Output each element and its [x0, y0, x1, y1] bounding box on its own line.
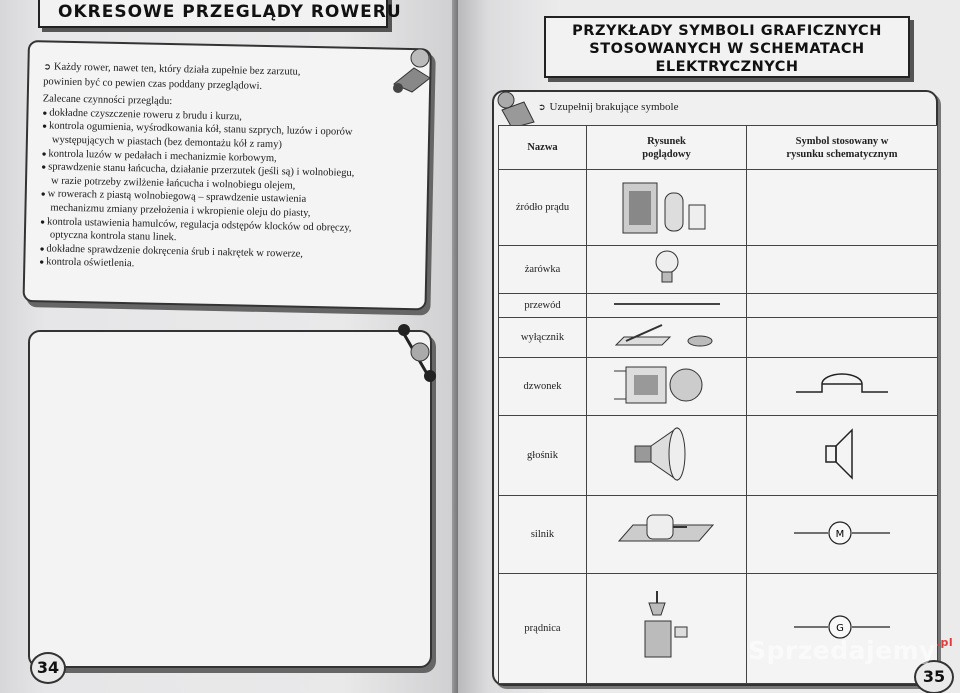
switch-icon: [612, 321, 722, 351]
list-item: ● kontrola oświetlenia.: [39, 256, 415, 277]
table-row: [499, 170, 938, 246]
list-item: ● kontrola ogumienia, wyśrodkowania kół, stanu szprych, luzów i oporów: [42, 120, 418, 141]
generator-symbol-label: G: [836, 623, 844, 634]
light-bulb-icon: [652, 248, 682, 288]
wire-icon: [612, 299, 722, 309]
arrow-bullet-icon: ➲: [43, 62, 52, 73]
table-row: [499, 358, 938, 416]
list-item: optyczna kontrola stanu linek.: [49, 229, 177, 244]
page-number-left: 34: [30, 652, 66, 684]
table-row: [499, 574, 938, 684]
list-item: ● w rowerach z piastą wolnobiegową – sprawdzenie ustawienia: [41, 188, 417, 209]
row-name: przewód: [499, 294, 587, 318]
drawing-cell: [587, 170, 747, 246]
generator-icon: [627, 587, 707, 667]
instruction-text: ➲ Uzupełnij brakujące symbole: [538, 101, 679, 113]
symbol-cell: [747, 574, 938, 684]
drawing-cell: [587, 318, 747, 358]
drawing-cell: [587, 294, 747, 318]
watermark: Sprzedajemy$^{.pl}$: [748, 636, 954, 665]
right-page-title: PRZYKŁADY SYMBOLI GRAFICZNYCH STOSOWANYCH W SCHEMATACH ELEKTRYCZNYCH: [544, 16, 910, 78]
doorbell-icon: [612, 361, 722, 409]
drawing-cell: [587, 246, 747, 294]
column-header-symbol: Symbol stosowany w rysunku schematycznym: [747, 126, 938, 170]
column-header-name: Nazwa: [499, 126, 587, 170]
table-row: [499, 246, 938, 294]
table-header-row: [499, 126, 938, 170]
column-header-drawing: Rysunek poglądowy: [587, 126, 747, 170]
loudspeaker-icon: [627, 422, 707, 486]
table-row: [499, 496, 938, 574]
cyclist-mascot-icon: [384, 44, 440, 100]
motor-symbol-label: M: [835, 529, 845, 540]
symbols-table: [498, 125, 938, 684]
list-item: w razie potrzeby zwilżenie łańcucha i wolnobiegu olejem,: [50, 175, 296, 192]
row-name: dzwonek: [499, 358, 587, 416]
page-number-right: 35: [914, 660, 954, 693]
cyclist-mascot-icon: [390, 322, 442, 382]
right-page: [458, 0, 960, 693]
intro-text-2: powinien być co pewien czas poddany przeglądowi.: [43, 75, 263, 92]
symbol-cell: [747, 496, 938, 574]
row-name: silnik: [499, 496, 587, 574]
symbol-cell: [747, 358, 938, 416]
row-name: prądnica: [499, 574, 587, 684]
table-row: [499, 318, 938, 358]
inspection-list: [39, 106, 418, 277]
list-item: ● kontrola luzów w pedałach i mechanizmie korbowym,: [41, 147, 417, 168]
left-page-title: OKRESOWE PRZEGLĄDY ROWERU: [38, 0, 388, 28]
list-item: ● kontrola ustawienia hamulców, regulacja odstępów klocków od obręczy,: [40, 215, 416, 236]
left-page: [0, 0, 458, 693]
symbol-cell-empty: [747, 294, 938, 318]
drawing-cell: [587, 358, 747, 416]
intro-text: ➲ Każdy rower, nawet ten, który działa zupełnie bez zarzutu,: [43, 61, 301, 78]
drawing-cell: [587, 496, 747, 574]
list-item: ● dokładne sprawdzenie dokręcenia śrub i nakrętek w rowerze,: [39, 242, 415, 263]
symbol-cell-empty: [747, 246, 938, 294]
table-row: [499, 416, 938, 496]
inspection-text-box: [23, 40, 432, 310]
speaker-symbol-icon: [812, 422, 872, 486]
symbol-cell: [747, 416, 938, 496]
arrow-bullet-icon: ➲: [538, 103, 546, 113]
motor-symbol: [792, 518, 892, 548]
motor-icon: [617, 507, 717, 559]
row-name: źródło prądu: [499, 170, 587, 246]
drawing-cell: [587, 416, 747, 496]
recommended-label: Zalecane czynności przeglądu:: [42, 93, 173, 108]
list-item: występujących w piastach (bez demontażu kół z ramy): [51, 134, 283, 151]
row-name: wyłącznik: [499, 318, 587, 358]
row-name: głośnik: [499, 416, 587, 496]
empty-drawing-box: [28, 330, 432, 668]
bell-symbol-icon: [792, 370, 892, 400]
list-item: mechanizmu zmiany przełożenia i wkropienie oleju do piasty,: [50, 202, 311, 219]
symbol-cell-empty: [747, 318, 938, 358]
battery-icon: [617, 175, 717, 237]
list-item: ● dokładne czyszczenie roweru z brudu i kurzu,: [42, 106, 418, 127]
symbol-cell-empty: [747, 170, 938, 246]
drawing-cell: [587, 574, 747, 684]
list-item: ● sprawdzenie stanu łańcucha, działanie przerzutek (jeśli są) i wolnobiegu,: [41, 160, 417, 181]
table-row: [499, 294, 938, 318]
row-name: żarówka: [499, 246, 587, 294]
